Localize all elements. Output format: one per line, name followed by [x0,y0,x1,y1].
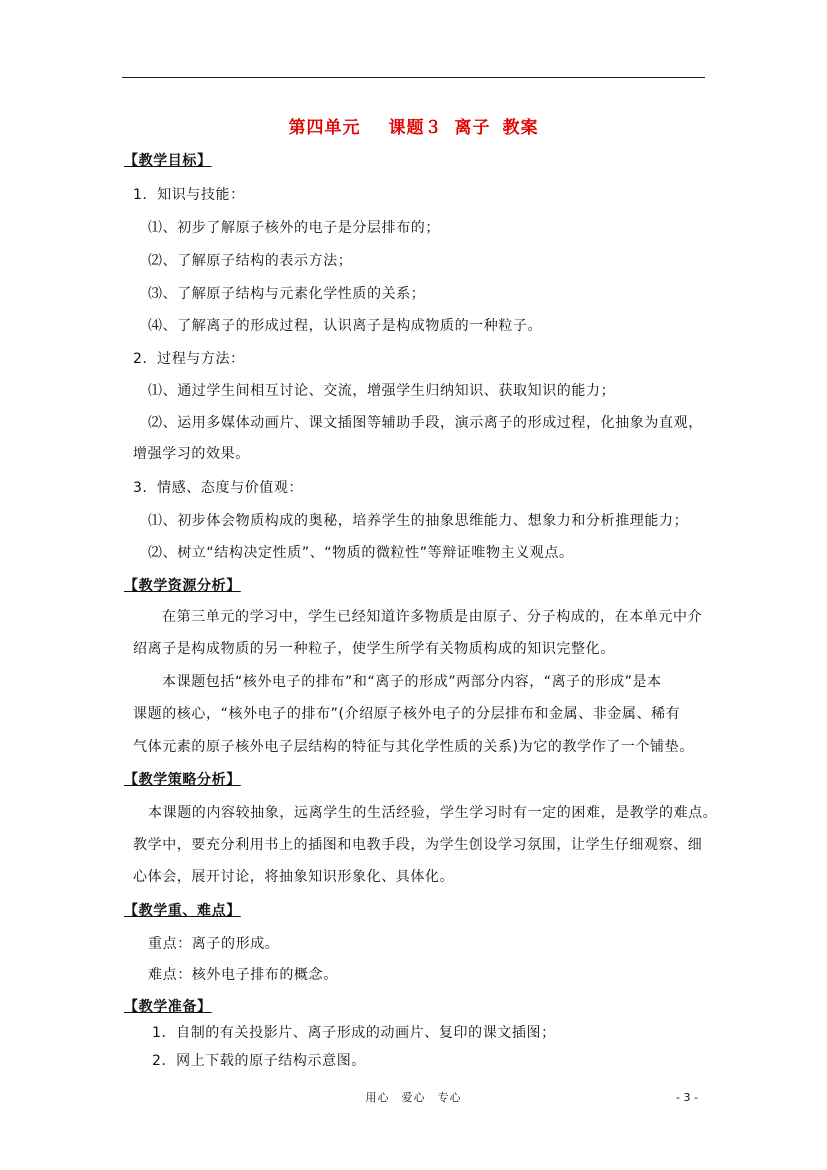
text-line: 课题的核心，“核外电子的排布”(介绍原子核外电子的分层排布和金属、非金属、稀有 [133,706,681,722]
text-line: ⑶、了解原子结构与元素化学性质的关系； [148,286,426,302]
text-line: 增强学习的效果。 [133,446,250,462]
header-rule [122,77,705,78]
text-line: 1．自制的有关投影片、离子形成的动画片、复印的课文插图； [152,1025,556,1041]
text-line: ⑵、树立“结构决定性质”、“物质的微粒性”等辩证唯物主义观点。 [148,545,574,561]
text-line: ⑵、了解原子结构的表示方法； [148,253,353,269]
text-line: 2．网上下载的原子结构示意图。 [152,1053,366,1069]
text-line: 教学中，要充分利用书上的插图和电教手段，为学生创设学习氛围，让学生仔细观察、细 [133,837,703,853]
section-heading-resources: 【教学资源分析】 [124,578,241,594]
title-lesson: 课题３ [388,118,443,138]
text-line: 2．过程与方法： [133,351,245,367]
text-line: 重点：离子的形成。 [148,936,280,952]
text-line: 在第三单元的学习中，学生已经知道许多物质是由原子、分子构成的，在本单元中介 [162,609,703,625]
text-line: ⑴、初步体会物质构成的奥秘，培养学生的抽象思维能力、想象力和分析推理能力； [148,513,689,529]
text-line: 本课题的内容较抽象，远离学生的生活经验，学生学习时有一定的困难，是教学的难点。 [148,805,718,821]
text-line: 本课题包括“核外电子的排布”和“离子的形成”两部分内容，“离子的形成”是本 [162,674,662,690]
text-line: 3．情感、态度与价值观： [133,480,304,496]
text-line: ⑷、了解离子的形成过程，认识离子是构成物质的一种粒子。 [148,318,543,334]
text-line: ⑴、初步了解原子核外的电子是分层排布的； [148,220,440,236]
page-title [0,113,827,138]
page-number: - 3 - [676,1091,698,1104]
text-line: 绍离子是构成物质的另一种粒子，使学生所学有关物质构成的知识完整化。 [133,641,615,657]
text-line: 心体会，展开讨论，将抽象知识形象化、具体化。 [133,869,455,885]
title-topic: 离子 [454,118,491,138]
page-footer: 用心 爱心 专心 [365,1091,462,1104]
text-line: 难点：核外电子排布的概念。 [148,967,338,983]
text-line: ⑴、通过学生间相互讨论、交流，增强学生归纳知识、获取知识的能力； [148,383,616,399]
section-heading-prep: 【教学准备】 [124,999,212,1015]
text-line: 气体元素的原子核外电子层结构的特征与其化学性质的关系)为它的教学作了一个铺垫。 [133,739,694,755]
section-heading-goals: 【教学目标】 [124,153,212,169]
title-unit: 第四单元 [288,118,361,138]
section-heading-strategy: 【教学策略分析】 [124,772,241,788]
text-line: 1．知识与技能： [133,187,245,203]
text-line: ⑵、运用多媒体动画片、课文插图等辅助手段，演示离子的形成过程，化抽象为直观， [148,415,703,431]
title-type: 教案 [502,118,539,138]
section-heading-keypoints: 【教学重、难点】 [124,903,241,919]
